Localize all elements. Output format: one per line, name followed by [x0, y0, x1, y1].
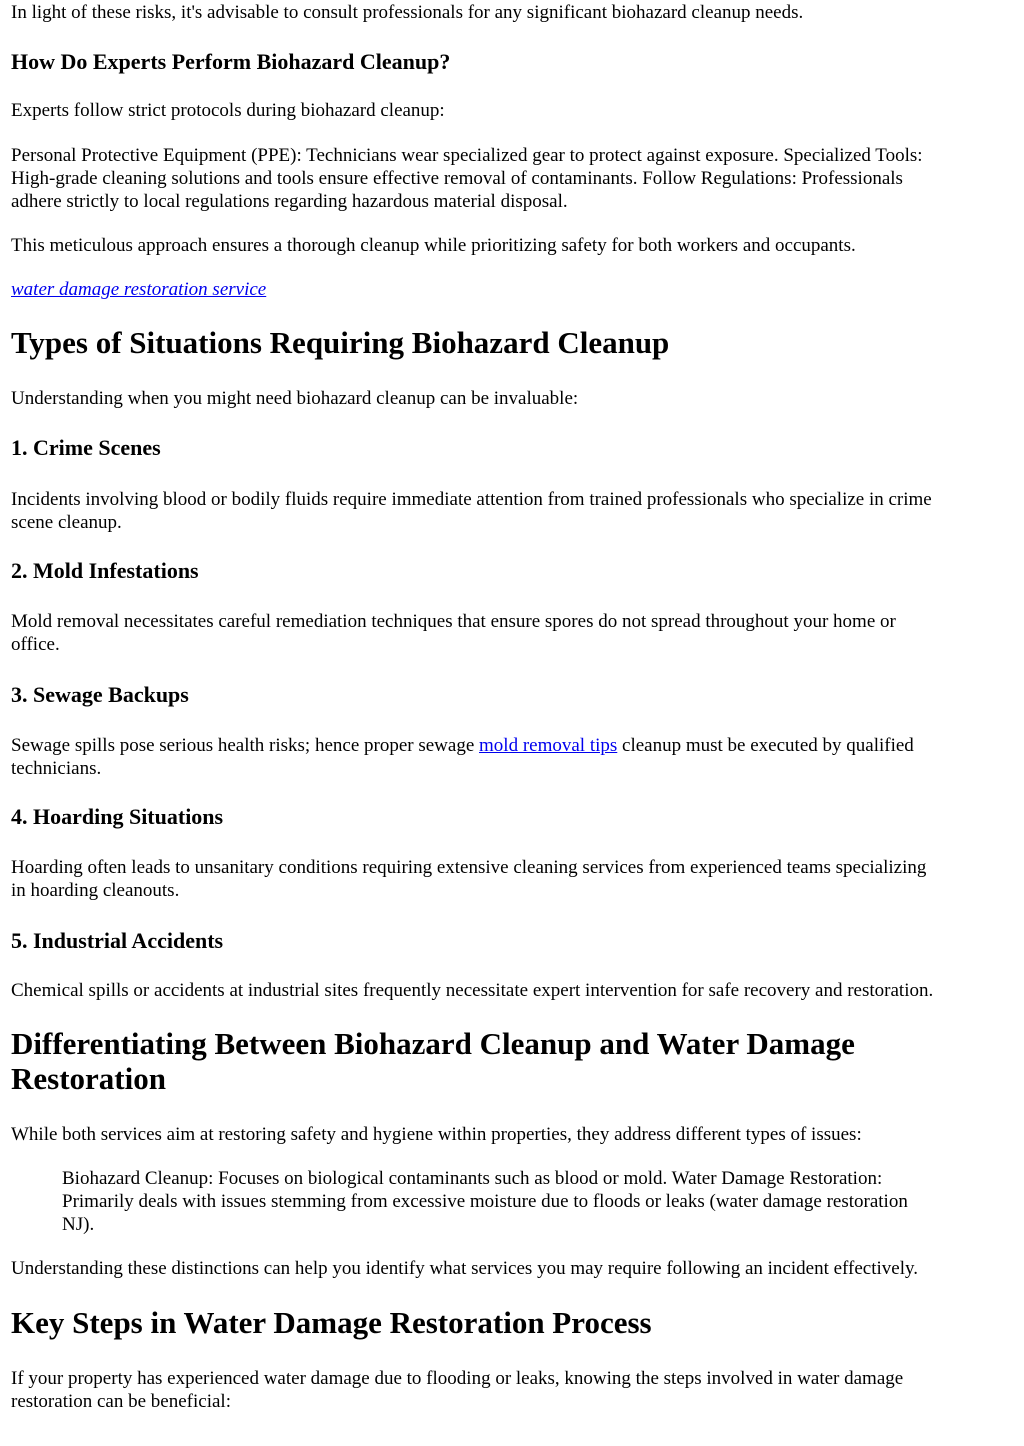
mold-line-2: office. — [11, 634, 60, 655]
hoarding-line-2: in hoarding cleanouts. — [11, 880, 180, 901]
heading-mold-infestations: 2. Mold Infestations — [11, 558, 199, 583]
ppe-line-1: Personal Protective Equipment (PPE): Technicians wear specialized gear to protect against exposure. Specialized Tools: — [11, 145, 923, 166]
meticulous-paragraph: This meticulous approach ensures a thorough cleanup while prioritizing safety for both workers and occupants. — [11, 235, 856, 256]
sewage-text-after-link: cleanup must be executed by qualified — [617, 735, 914, 756]
heading-differentiating-line-1: Differentiating Between Biohazard Cleanup and Water Damage — [11, 1026, 855, 1061]
heading-hoarding-situations: 4. Hoarding Situations — [11, 804, 224, 829]
crime-line-2: scene cleanup. — [11, 512, 122, 533]
intro-paragraph: In light of these risks, it's advisable to consult professionals for any significant biohazard cleanup needs. — [11, 2, 804, 23]
ppe-line-3: adhere strictly to local regulations regarding hazardous material disposal. — [11, 191, 568, 212]
distinctions-paragraph: Understanding these distinctions can help you identify what services you may require following an incident effectively. — [11, 1258, 918, 1279]
sewage-line-1 — [11, 734, 914, 757]
blockquote-line-1: Biohazard Cleanup: Focuses on biological contaminants such as blood or mold. Water Damage Restoration: — [62, 1168, 883, 1189]
heading-sewage-backups: 3. Sewage Backups — [11, 682, 189, 707]
protocols-paragraph: Experts follow strict protocols during biohazard cleanup: — [11, 100, 445, 121]
understanding-paragraph: Understanding when you might need biohazard cleanup can be invaluable: — [11, 388, 579, 409]
heading-differentiating-line-2: Restoration — [11, 1061, 166, 1096]
crime-line-1: Incidents involving blood or bodily fluids require immediate attention from trained professionals who specialize in crime — [11, 489, 932, 510]
if-line-2: restoration can be beneficial: — [11, 1391, 231, 1412]
mold-line-1: Mold removal necessitates careful remediation techniques that ensure spores do not spread throughout your home or — [11, 611, 896, 632]
heading-crime-scenes: 1. Crime Scenes — [11, 435, 161, 460]
heading-industrial-accidents: 5. Industrial Accidents — [11, 928, 224, 953]
sewage-line-2: technicians. — [11, 758, 102, 779]
sewage-text-before-link: Sewage spills pose serious health risks; hence proper sewage — [11, 735, 480, 756]
industrial-paragraph: Chemical spills or accidents at industrial sites frequently necessitate expert intervention for safe recovery and restoration. — [11, 980, 934, 1001]
heading-key-steps: Key Steps in Water Damage Restoration Process — [11, 1305, 652, 1340]
heading-types-of-situations: Types of Situations Requiring Biohazard Cleanup — [11, 325, 670, 360]
water-damage-restoration-link[interactable]: water damage restoration service — [11, 279, 267, 300]
water-link-paragraph — [11, 278, 266, 301]
ppe-line-2: High-grade cleaning solutions and tools ensure effective removal of contaminants. Follow Regulations: Professionals — [11, 168, 903, 189]
hoarding-line-1: Hoarding often leads to unsanitary conditions requiring extensive cleaning services from experienced teams specializing — [11, 857, 927, 878]
mold-removal-tips-link[interactable]: mold removal tips — [479, 735, 618, 756]
while-paragraph: While both services aim at restoring safety and hygiene within properties, they address different types of issues: — [11, 1124, 862, 1145]
if-line-1: If your property has experienced water damage due to flooding or leaks, knowing the steps involved in water damage — [11, 1368, 904, 1389]
blockquote-line-3: NJ). — [62, 1214, 95, 1235]
blockquote-line-2: Primarily deals with issues stemming from excessive moisture due to floods or leaks (water damage restoration — [62, 1191, 908, 1212]
heading-how-experts: How Do Experts Perform Biohazard Cleanup? — [11, 49, 451, 74]
